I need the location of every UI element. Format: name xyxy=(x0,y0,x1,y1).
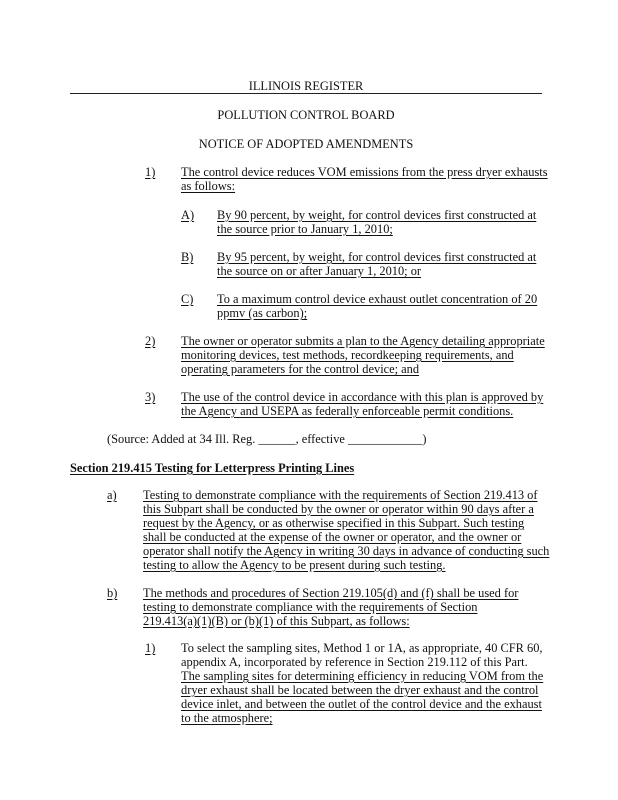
item-B-label: B) xyxy=(181,250,194,264)
item-3-label: 3) xyxy=(145,390,156,404)
para-b-line-1: The methods and procedures of Section 219.105(d) and (f) shall be used for xyxy=(143,586,519,600)
para-a-label: a) xyxy=(107,488,117,502)
para-b-line-2: testing to demonstrate compliance with the requirements of Section xyxy=(143,600,478,614)
item-1-line-2: as follows: xyxy=(181,179,236,193)
para-b1-line-4: dryer exhaust shall be located between the dryer exhaust and the control xyxy=(181,683,539,697)
item-2-label: 2) xyxy=(145,334,156,348)
para-a-line-4: shall be conducted at the expense of the owner or operator, and the owner or xyxy=(143,530,522,544)
para-a-line-3: request by the Agency, or as otherwise specified in this Subpart. Such testing xyxy=(143,516,525,530)
para-b1-line-3: The sampling sites for determining efficiency in reducing VOM from the xyxy=(181,669,544,683)
para-a-line-2: this Subpart shall be conducted by the owner or operator within 90 days after a xyxy=(143,502,534,516)
register-title: ILLINOIS REGISTER xyxy=(248,79,364,93)
source-note: (Source: Added at 34 Ill. Reg. ______, effective ____________) xyxy=(107,432,427,446)
section-heading: Section 219.415 Testing for Letterpress Printing Lines xyxy=(70,461,355,475)
para-b-label: b) xyxy=(107,586,118,600)
item-1-label: 1) xyxy=(145,165,156,179)
item-3-line-2: the Agency and USEPA as federally enforceable permit conditions. xyxy=(181,404,514,418)
item-B-line-1: By 95 percent, by weight, for control devices first constructed at xyxy=(217,250,537,264)
agency-title: POLLUTION CONTROL BOARD xyxy=(217,108,395,122)
para-a-line-5: operator shall notify the Agency in writing 30 days in advance of conducting such xyxy=(143,544,550,558)
para-b1-line-5: device inlet, and between the outlet of the control device and the exhaust xyxy=(181,697,542,711)
para-a-line-6: testing to allow the Agency to be present during such testing. xyxy=(143,558,446,572)
para-a-line-1: Testing to demonstrate compliance with the requirements of Section 219.413 of xyxy=(143,488,538,502)
item-3-line-1: The use of the control device in accordance with this plan is approved by xyxy=(181,390,544,404)
item-A-line-2: the source prior to January 1, 2010; xyxy=(217,222,393,236)
header-rule xyxy=(70,93,542,94)
item-B-line-2: the source on or after January 1, 2010; or xyxy=(217,264,422,278)
item-2-line-2: monitoring devices, test methods, recordkeeping requirements, and xyxy=(181,348,514,362)
para-b1-line-2: appendix A, incorporated by reference in Section 219.112 of this Part. xyxy=(181,655,528,669)
para-b-line-3: 219.413(a)(1)(B) or (b)(1) of this Subpart, as follows: xyxy=(143,614,410,628)
item-A-line-1: By 90 percent, by weight, for control devices first constructed at xyxy=(217,208,537,222)
item-C-label: C) xyxy=(181,292,194,306)
item-2-line-3: operating parameters for the control device; and xyxy=(181,362,420,376)
item-C-line-1: To a maximum control device exhaust outlet concentration of 20 xyxy=(217,292,538,306)
item-A-label: A) xyxy=(181,208,195,222)
para-b1-line-6: to the atmosphere; xyxy=(181,711,273,725)
item-C-line-2: ppmv (as carbon); xyxy=(217,306,308,320)
notice-title: NOTICE OF ADOPTED AMENDMENTS xyxy=(198,137,414,151)
para-b1-label: 1) xyxy=(145,641,156,655)
para-b1-line-1: To select the sampling sites, Method 1 or 1A, as appropriate, 40 CFR 60, xyxy=(181,641,543,655)
item-1-line-1: The control device reduces VOM emissions from the press dryer exhausts xyxy=(181,165,548,179)
item-2-line-1: The owner or operator submits a plan to the Agency detailing appropriate xyxy=(181,334,545,348)
